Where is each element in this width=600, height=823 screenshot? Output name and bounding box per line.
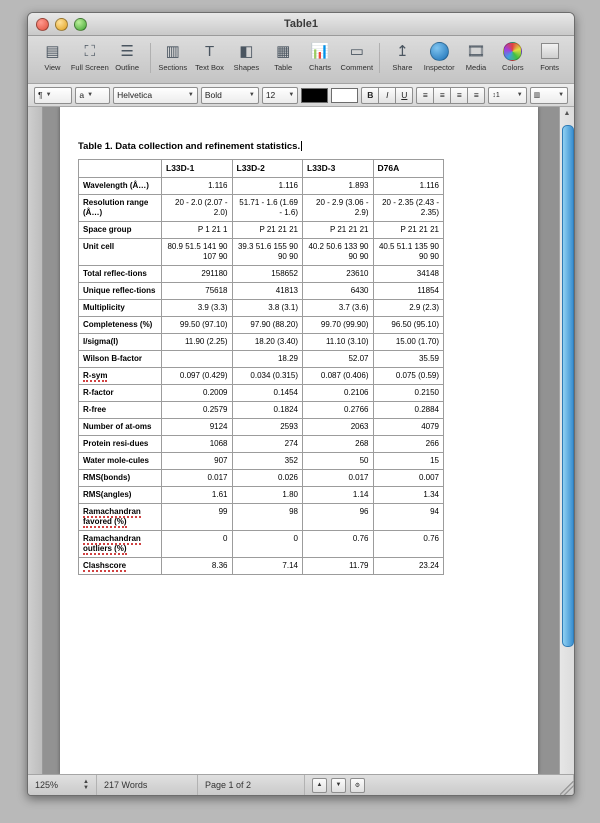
toolbar-table-label: Table xyxy=(274,63,293,72)
row-label: Unit cell xyxy=(79,238,162,265)
text-style-group xyxy=(361,87,413,104)
font-style-value: Bold xyxy=(204,90,222,100)
toolbar-table[interactable] xyxy=(265,39,302,72)
font-family-value: Helvetica xyxy=(117,90,153,100)
paragraph-style-select[interactable]: ¶ ▼ xyxy=(34,87,72,104)
row-value: 1.116 xyxy=(162,177,233,194)
minimize-button[interactable] xyxy=(55,18,68,31)
row-value: 96.50 (95.10) xyxy=(373,316,444,333)
row-value: 0.007 xyxy=(373,469,444,486)
row-value: 0.2766 xyxy=(303,401,374,418)
row-value: 2063 xyxy=(303,418,374,435)
italic-button[interactable]: I xyxy=(379,87,396,104)
window-title: Table1 xyxy=(283,18,319,30)
row-value: 274 xyxy=(232,435,303,452)
row-value: 99.70 (99.90) xyxy=(303,316,374,333)
shapes-icon: ◧ xyxy=(239,43,254,60)
row-label: R-free xyxy=(79,401,162,418)
row-label: I/sigma(I) xyxy=(79,333,162,350)
page-viewport[interactable] xyxy=(43,107,559,774)
table-row[interactable] xyxy=(79,282,444,299)
text-cursor xyxy=(301,141,302,151)
row-label: Total reflec-tions xyxy=(79,265,162,282)
row-value: 0.075 (0.59) xyxy=(373,367,444,384)
row-value: 97.90 (88.20) xyxy=(232,316,303,333)
zoom-button[interactable] xyxy=(74,18,87,31)
table-row[interactable] xyxy=(79,469,444,486)
row-value: 11.90 (2.25) xyxy=(162,333,233,350)
row-value: 20 - 2.9 (3.06 - 2.9) xyxy=(303,194,374,221)
row-label: Water mole-cules xyxy=(79,452,162,469)
table-row[interactable] xyxy=(79,452,444,469)
table-caption[interactable] xyxy=(78,141,522,152)
row-value: 52.07 xyxy=(303,350,374,367)
table-caption-text: Table 1. Data collection and refinement statistics. xyxy=(78,141,301,152)
toolbar-full-screen-label: Full Screen xyxy=(70,63,109,72)
page-indicator-label: Page 1 of 2 xyxy=(205,780,252,790)
toolbar-sections-label: Sections xyxy=(158,63,188,72)
charts-icon: 📊 xyxy=(310,43,330,60)
row-value: 268 xyxy=(303,435,374,452)
misspelled-text: Clashscore xyxy=(83,560,127,570)
row-value: 98 xyxy=(232,503,303,530)
list-style-value: a xyxy=(79,90,85,100)
row-value: 3.9 (3.3) xyxy=(162,299,233,316)
document-page[interactable] xyxy=(60,107,538,774)
toolbar-fonts[interactable] xyxy=(531,39,568,72)
row-value: 1.80 xyxy=(232,486,303,503)
row-value: 2593 xyxy=(232,418,303,435)
row-value: 80.9 51.5 141 90 107 90 xyxy=(162,238,233,265)
row-value: 0.2106 xyxy=(303,384,374,401)
row-value: 8.36 xyxy=(162,557,233,574)
page-settings-button[interactable]: ⚙ xyxy=(350,778,365,793)
table-row[interactable] xyxy=(79,384,444,401)
align-left-button[interactable]: ≡ xyxy=(416,87,434,104)
columns-select[interactable]: ▥ ▼ xyxy=(530,87,568,104)
row-value: 6430 xyxy=(303,282,374,299)
toolbar-text-box[interactable] xyxy=(191,39,228,72)
paragraph-style-value: ¶ xyxy=(38,90,43,100)
scroll-up-arrow[interactable]: ▲ xyxy=(563,110,571,117)
row-value: 0 xyxy=(232,530,303,557)
row-label: Space group xyxy=(79,221,162,238)
row-value: 15.00 (1.70) xyxy=(373,333,444,350)
row-value: 20 - 2.35 (2.43 - 2.35) xyxy=(373,194,444,221)
row-value: 96 xyxy=(303,503,374,530)
row-label: RMS(bonds) xyxy=(79,469,162,486)
row-label: Wilson B-factor xyxy=(79,350,162,367)
toolbar-separator xyxy=(150,43,151,73)
table-row[interactable] xyxy=(79,238,444,265)
row-value: 1.14 xyxy=(303,486,374,503)
row-value: 40.5 51.1 135 90 90 90 xyxy=(373,238,444,265)
row-value: 51.71 - 1.6 (1.69 - 1.6) xyxy=(232,194,303,221)
vertical-scrollbar[interactable] xyxy=(559,107,574,774)
row-value: 40.2 50.6 133 90 90 90 xyxy=(303,238,374,265)
format-bar xyxy=(28,84,574,107)
row-label: Resolution range (Å…) xyxy=(79,194,162,221)
table-row[interactable] xyxy=(79,367,444,384)
colors-icon xyxy=(503,41,522,61)
row-value: P 1 21 1 xyxy=(162,221,233,238)
previous-page-button[interactable]: ▲ xyxy=(312,778,327,793)
close-button[interactable] xyxy=(36,18,49,31)
row-value: 1.116 xyxy=(373,177,444,194)
row-value: 75618 xyxy=(162,282,233,299)
table-icon: ▦ xyxy=(276,43,291,60)
toolbar-share[interactable] xyxy=(384,39,421,72)
font-family-select[interactable]: Helvetica ▼ xyxy=(113,87,198,104)
toolbar-sections[interactable] xyxy=(154,39,191,72)
table-row[interactable] xyxy=(79,401,444,418)
row-value: 0.1824 xyxy=(232,401,303,418)
fullscreen-icon: ⛶ xyxy=(84,42,96,60)
row-label xyxy=(79,367,162,384)
row-label: Protein resi-dues xyxy=(79,435,162,452)
comment-icon: ▭ xyxy=(349,43,364,60)
table-row[interactable] xyxy=(79,299,444,316)
row-value xyxy=(162,350,233,367)
row-value: 3.8 (3.1) xyxy=(232,299,303,316)
align-justify-button[interactable]: ≡ xyxy=(468,87,485,104)
inspector-icon xyxy=(430,41,449,61)
text-color-swatch[interactable] xyxy=(301,88,328,103)
row-label: RMS(angles) xyxy=(79,486,162,503)
toolbar-media[interactable] xyxy=(458,39,495,72)
row-value: 0 xyxy=(162,530,233,557)
table-row[interactable] xyxy=(79,486,444,503)
row-value: 0.034 (0.315) xyxy=(232,367,303,384)
toolbar-outline-label: Outline xyxy=(115,63,140,72)
bold-button[interactable]: B xyxy=(361,87,379,104)
table-row[interactable] xyxy=(79,265,444,282)
row-label: Multiplicity xyxy=(79,299,162,316)
row-label: R-factor xyxy=(79,384,162,401)
font-size-value: 12 xyxy=(265,90,276,100)
row-value: 34148 xyxy=(373,265,444,282)
textbox-icon: T xyxy=(204,42,215,60)
table-row[interactable] xyxy=(79,350,444,367)
list-style-select[interactable]: a ▼ xyxy=(75,87,110,104)
alignment-group xyxy=(416,87,485,104)
row-value: 15 xyxy=(373,452,444,469)
row-value: 1.116 xyxy=(232,177,303,194)
table-row[interactable] xyxy=(79,316,444,333)
toolbar-inspector-label: Inspector xyxy=(423,63,455,72)
toolbar-colors-label: Colors xyxy=(501,63,524,72)
table-row[interactable] xyxy=(79,530,444,557)
row-value: 1.34 xyxy=(373,486,444,503)
row-value: 50 xyxy=(303,452,374,469)
fill-color-swatch[interactable] xyxy=(331,88,358,103)
title-bar[interactable] xyxy=(28,13,574,36)
zoom-stepper[interactable]: ▲ ▼ xyxy=(83,779,89,791)
row-label: Unique reflec-tions xyxy=(79,282,162,299)
toolbar-share-label: Share xyxy=(392,63,413,72)
table-row[interactable] xyxy=(79,418,444,435)
row-value: 99 xyxy=(162,503,233,530)
outline-icon: ☰ xyxy=(120,43,134,60)
toolbar-shapes[interactable] xyxy=(228,39,265,72)
toolbar-comment-label: Comment xyxy=(340,63,374,72)
table-row[interactable] xyxy=(79,333,444,350)
header-cell-0 xyxy=(79,160,162,178)
vertical-ruler xyxy=(28,107,43,774)
header-cell-2: L33D-2 xyxy=(232,160,303,178)
row-value: 291180 xyxy=(162,265,233,282)
row-value: 0.017 xyxy=(162,469,233,486)
row-value: 4079 xyxy=(373,418,444,435)
row-value: 158652 xyxy=(232,265,303,282)
font-size-select[interactable]: 12 ▼ xyxy=(262,87,299,104)
window-controls[interactable] xyxy=(36,18,87,31)
row-value: 11.10 (3.10) xyxy=(303,333,374,350)
table-header-row xyxy=(79,160,444,178)
align-center-button[interactable]: ≡ xyxy=(434,87,451,104)
row-value: 0.1454 xyxy=(232,384,303,401)
table-body xyxy=(79,177,444,574)
page-navigation[interactable] xyxy=(305,778,372,793)
row-value: 0.76 xyxy=(373,530,444,557)
font-style-select[interactable]: Bold ▼ xyxy=(201,87,259,104)
header-cell-3: L33D-3 xyxy=(303,160,374,178)
document-window xyxy=(27,12,575,796)
row-value: 18.20 (3.40) xyxy=(232,333,303,350)
row-value: 0.76 xyxy=(303,530,374,557)
toolbar-colors[interactable] xyxy=(494,39,531,72)
row-value: 7.14 xyxy=(232,557,303,574)
row-value: 0.2884 xyxy=(373,401,444,418)
row-value: 3.7 (3.6) xyxy=(303,299,374,316)
row-value: 23.24 xyxy=(373,557,444,574)
row-value: 0.087 (0.406) xyxy=(303,367,374,384)
fonts-icon xyxy=(541,41,559,61)
align-right-button[interactable]: ≡ xyxy=(451,87,468,104)
misspelled-text: Ramachandran outliers (%) xyxy=(83,533,141,553)
row-value: 39.3 51.6 155 90 90 90 xyxy=(232,238,303,265)
row-label xyxy=(79,503,162,530)
row-value: 94 xyxy=(373,503,444,530)
zoom-control[interactable] xyxy=(28,775,97,795)
scrollbar-thumb[interactable] xyxy=(562,125,574,647)
row-value: 0.017 xyxy=(303,469,374,486)
header-cell-4: D76A xyxy=(373,160,444,178)
table-row[interactable] xyxy=(79,194,444,221)
row-value: 1.893 xyxy=(303,177,374,194)
row-value: P 21 21 21 xyxy=(232,221,303,238)
row-label: Wavelength (Å…) xyxy=(79,177,162,194)
toolbar-inspector[interactable] xyxy=(421,39,458,72)
next-page-button[interactable]: ▼ xyxy=(331,778,346,793)
row-value: 352 xyxy=(232,452,303,469)
header-cell-1: L33D-1 xyxy=(162,160,233,178)
toolbar-charts[interactable] xyxy=(302,39,339,72)
row-value: 23610 xyxy=(303,265,374,282)
row-value: 0.026 xyxy=(232,469,303,486)
table-row[interactable] xyxy=(79,177,444,194)
status-bar xyxy=(28,774,574,795)
row-value: 1068 xyxy=(162,435,233,452)
row-value: 9124 xyxy=(162,418,233,435)
table-row[interactable] xyxy=(79,503,444,530)
toolbar-shapes-label: Shapes xyxy=(233,63,260,72)
status-bar-filler xyxy=(372,775,574,795)
underline-button[interactable]: U xyxy=(396,87,413,104)
row-value: 1.61 xyxy=(162,486,233,503)
row-value: 0.2579 xyxy=(162,401,233,418)
row-value: 11.79 xyxy=(303,557,374,574)
toolbar-separator-2 xyxy=(379,43,380,73)
misspelled-text: Ramachandran favored (%) xyxy=(83,506,141,526)
row-value: 266 xyxy=(373,435,444,452)
page-indicator xyxy=(198,775,305,795)
window-resize-handle[interactable] xyxy=(560,781,574,795)
toolbar-view[interactable] xyxy=(34,39,71,72)
toolbar-media-label: Media xyxy=(465,63,487,72)
row-value: 0.2150 xyxy=(373,384,444,401)
word-count-label: 217 Words xyxy=(104,780,148,790)
page-content xyxy=(60,107,538,575)
row-value: P 21 21 21 xyxy=(303,221,374,238)
row-value: 907 xyxy=(162,452,233,469)
toolbar-text-box-label: Text Box xyxy=(195,63,224,72)
toolbar-full-screen[interactable] xyxy=(71,39,109,72)
toolbar-charts-label: Charts xyxy=(308,63,332,72)
toolbar-fonts-label: Fonts xyxy=(540,63,559,72)
share-icon: ↥ xyxy=(396,43,409,60)
row-label xyxy=(79,530,162,557)
row-value: 18.29 xyxy=(232,350,303,367)
statistics-table[interactable] xyxy=(78,159,444,575)
view-icon: ▤ xyxy=(45,43,60,60)
toolbar-comment[interactable] xyxy=(338,39,375,72)
sections-icon: ▥ xyxy=(165,43,180,60)
row-label xyxy=(79,557,162,574)
row-label: Completeness (%) xyxy=(79,316,162,333)
main-toolbar xyxy=(28,36,574,84)
row-value: 2.9 (2.3) xyxy=(373,299,444,316)
toolbar-outline[interactable] xyxy=(109,39,146,72)
table-row[interactable] xyxy=(79,557,444,574)
row-value: 11854 xyxy=(373,282,444,299)
row-value: 99.50 (97.10) xyxy=(162,316,233,333)
row-value: 35.59 xyxy=(373,350,444,367)
row-label: Number of at-oms xyxy=(79,418,162,435)
row-value: 0.097 (0.429) xyxy=(162,367,233,384)
row-value: 20 - 2.0 (2.07 - 2.0) xyxy=(162,194,233,221)
table-row[interactable] xyxy=(79,221,444,238)
zoom-level: 125% xyxy=(35,780,59,790)
row-value: P 21 21 21 xyxy=(373,221,444,238)
row-value: 41813 xyxy=(232,282,303,299)
toolbar-view-label: View xyxy=(44,63,61,72)
document-area xyxy=(28,107,574,774)
media-icon: 🎞 xyxy=(466,43,486,60)
table-row[interactable] xyxy=(79,435,444,452)
misspelled-text: R-sym xyxy=(83,370,108,380)
word-count xyxy=(97,775,198,795)
line-spacing-select[interactable]: ↕1 ▼ xyxy=(488,87,526,104)
row-value: 0.2009 xyxy=(162,384,233,401)
